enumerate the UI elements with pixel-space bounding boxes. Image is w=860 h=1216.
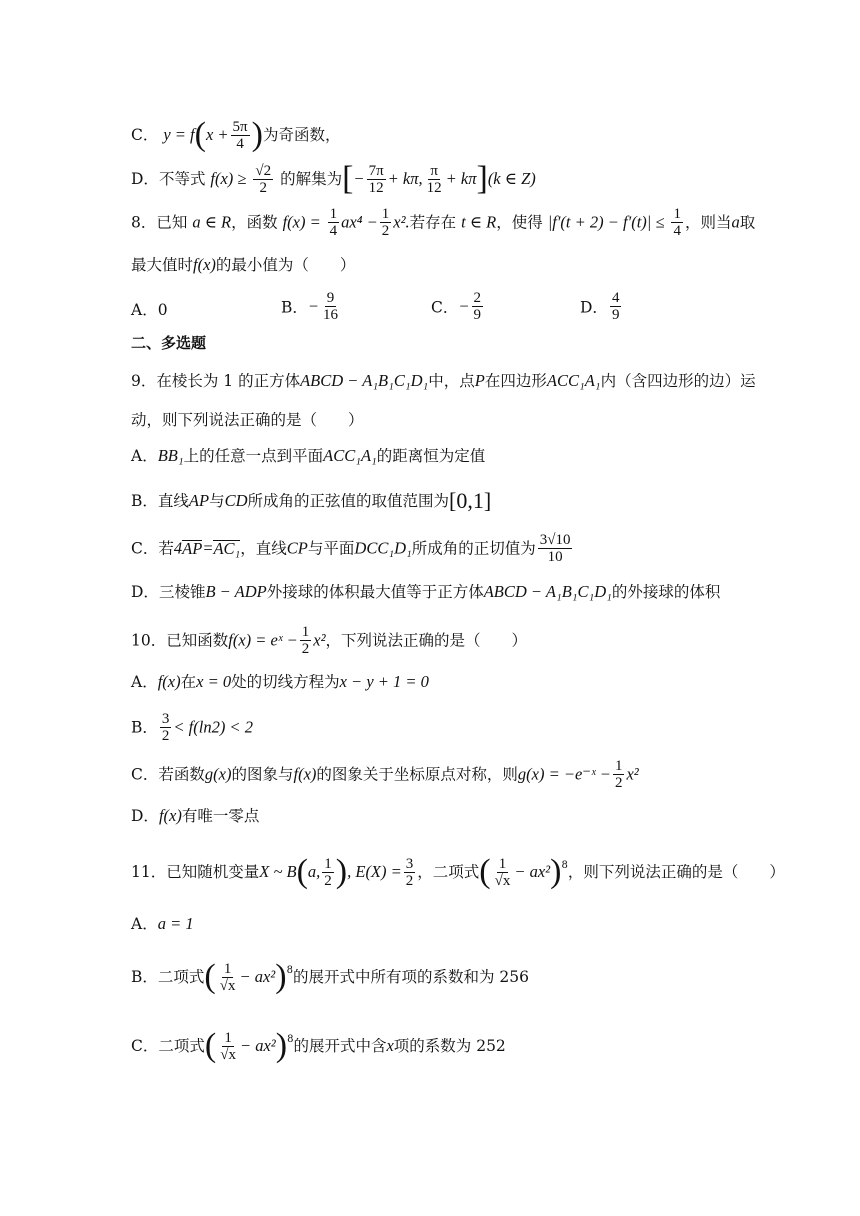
q8-stem-line2: 最大值时f(x)的最小值为（ ） bbox=[131, 255, 356, 274]
q9-stem-line2: 动，则下列说法正确的是（ ） bbox=[131, 411, 364, 429]
q10-option-d: D．f(x)有唯一零点 bbox=[131, 806, 260, 825]
fraction: $\frac{√2}{2}$ bbox=[255, 162, 272, 196]
q9-option-d: D．三棱锥B − ADP外接球的体积最大值等于正方体ABCD − A₁B₁C₁D₁的外接球的体积 bbox=[131, 582, 721, 601]
fraction: $\frac{1}{2}$ bbox=[324, 855, 332, 889]
q8-option-b: B．− $\frac{9}{16}$ bbox=[281, 290, 339, 323]
section-heading: 二、多选题 bbox=[131, 334, 207, 352]
q10-stem: 10．已知函数f(x) = eˣ − $\frac{1}{2}$ x²，下列说法正确的是（ ） bbox=[131, 624, 528, 657]
q11-option-a: A．a = 1 bbox=[131, 914, 194, 933]
q8-option-d: D． $\frac{4}{9}$ bbox=[580, 290, 620, 323]
fraction: $\frac{1}{√x}$ bbox=[494, 855, 511, 889]
fraction: $\frac{\pi}{12}$ bbox=[426, 162, 442, 196]
q8-option-c: C．− $\frac{2}{9}$ bbox=[431, 290, 482, 323]
q8-stem-line1: 8．已知 a ∈ R，函数 f(x) = $\frac{1}{4}$ ax⁴ − $\frac{1}{2}$ x².若存在 t ∈ R，使得 |f′(t + 2) − f′(t)| ≤ $\frac{1}{4}$ ，则当a取 bbox=[131, 206, 756, 239]
fraction: $\frac{1}{√x}$ bbox=[220, 1029, 236, 1063]
q10-option-c: C．若函数g(x)的图象与f(x)的图象关于坐标原点对称，则g(x) = −e⁻ˣ − $\frac{1}{2}$ x² bbox=[131, 758, 639, 791]
fraction: $\frac{7\pi}{12}$ bbox=[368, 162, 384, 196]
fraction: $\frac{1}{4}$ bbox=[673, 206, 681, 239]
q11-option-b: B．二项式( $\frac{1}{√x}$ − ax²)$^8$的展开式中所有项的系数和为 256 bbox=[131, 958, 529, 995]
fraction: $\frac{9}{16}$ bbox=[323, 290, 339, 323]
q9-option-a: A．BB₁上的任意一点到平面ACC₁A₁的距离恒为定值 bbox=[131, 446, 486, 465]
fraction: $\frac{3}{2}$ bbox=[161, 711, 170, 744]
fraction: $\frac{5\pi}{4}$ bbox=[232, 118, 248, 152]
fraction: $\frac{1}{2}$ bbox=[614, 758, 623, 791]
fraction: $\frac{3}{2}$ bbox=[405, 855, 414, 889]
fraction: $\frac{2}{9}$ bbox=[473, 290, 482, 323]
fraction: $\frac{1}{2}$ bbox=[381, 206, 390, 239]
vector-ap: AP bbox=[182, 539, 203, 558]
q7-option-c: C． y = f(x + $\frac{5\pi}{4}$ )为奇函数， bbox=[131, 116, 341, 153]
fraction: $\frac{3√10}{10}$ bbox=[539, 532, 571, 565]
fraction: $\frac{4}{9}$ bbox=[611, 290, 620, 323]
q8-option-a: A．0 bbox=[131, 301, 168, 319]
fraction: $\frac{1}{2}$ bbox=[301, 624, 310, 657]
q10-option-a: A．f(x)在x = 0处的切线方程为x − y + 1 = 0 bbox=[131, 672, 429, 691]
fraction: $\frac{1}{4}$ bbox=[329, 206, 338, 239]
q7-option-d: D．不等式 f(x) ≥ $\frac{√2}{2}$ 的解集为[− $\frac{7\pi}{12}$ + kπ, $\frac{\pi}{12}$ + kπ](k ∈ Z) bbox=[131, 160, 536, 197]
vector-ac1: AC₁ bbox=[213, 539, 241, 558]
q9-stem-line1: 9．在棱长为 1 的正方体ABCD − A₁B₁C₁D₁中，点P在四边形ACC₁A₁内（含四边形的边）运 bbox=[131, 371, 756, 390]
q11-option-c: C．二项式( $\frac{1}{√x}$ − ax²)$^8$的展开式中含x项的系数为 252 bbox=[131, 1027, 506, 1064]
q10-option-b: B． $\frac{3}{2}$ < f(ln2) < 2 bbox=[131, 711, 253, 744]
q9-option-b: B．直线AP与CD所成角的正弦值的取值范围为[0,1] bbox=[131, 488, 492, 513]
fraction: $\frac{1}{√x}$ bbox=[219, 960, 236, 994]
q11-stem: 11．已知随机变量X ~ B(a, $\frac{1}{2}$ ), E(X) = $\frac{3}{2}$ ，二项式( $\frac{1}{√x}$ − ax²)$^8$，则下列说法正确的是（ ） bbox=[131, 853, 785, 890]
q9-option-c: C．若4AP=AC₁，直线CP与平面DCC₁D₁所成角的正切值为 $\frac{3√10}{10}$ bbox=[131, 532, 571, 565]
